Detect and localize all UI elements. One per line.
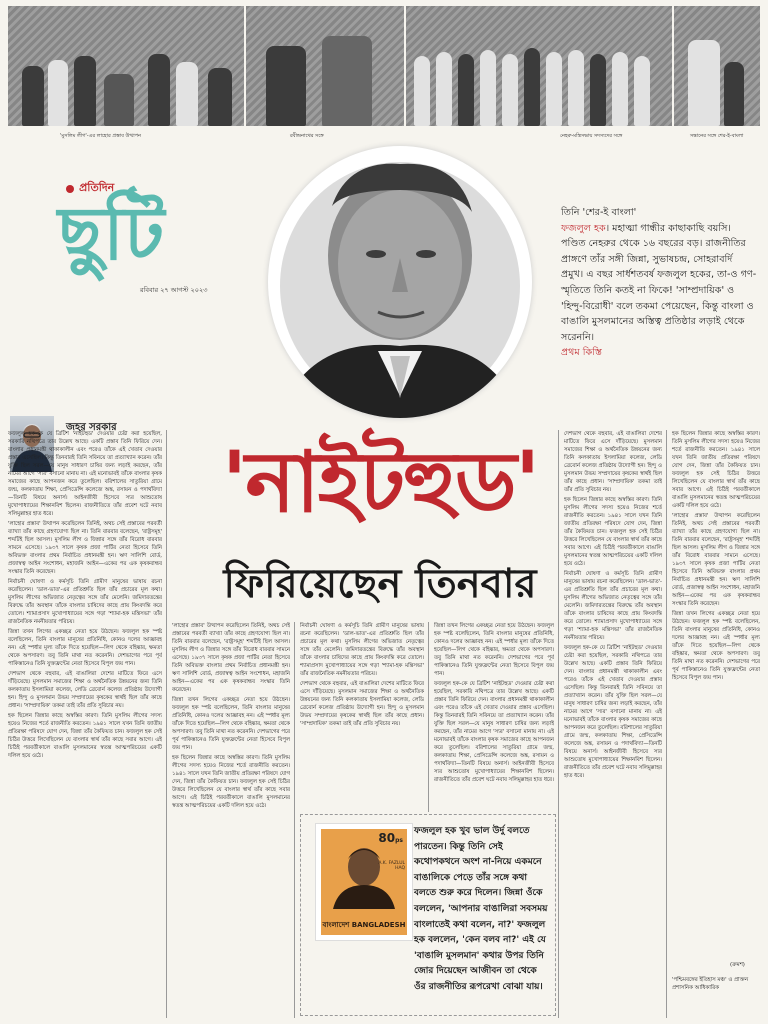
headline-sub: ফিরিয়েছেন তিনবার bbox=[223, 561, 537, 607]
column-divider bbox=[294, 622, 295, 1018]
column-6-text: হক ছিলেন জিন্নার কাছে অস্বস্তির কারণ। তিনি মুসলিম লীগের সদস্য হয়েও নিজের শর্তে রাজনীতি করতেন। ১৯৪১ সালে যখন তিনি জাতীয় প্রতিরক্ষা পরিষদে যোগ দেন, জিন্না তাঁর কৈফিয়ত চান। ফজলুল হক সেই চিঠির উত্তরে লিখেছিলেন যে বাংলার স্বার্থ তাঁর কাছে সবার আগে। এই চিঠিই পরবর্তীকালে বাঙালি মুসলমানের স্বতন্ত্র আত্মপরিচয়ের একটি দলিল হয়ে ওঠে। bbox=[672, 431, 760, 509]
photo-with-son bbox=[674, 6, 760, 126]
article-column-5 bbox=[564, 430, 662, 1018]
column-1-text-cont3: জিন্না তখন লিগের একচ্ছত্র নেতা হয়ে উঠছেন। ফজলুল হক স্পষ্ট বলেছিলেন, তিনি বাংলার মানুষের প্রতিনিধি, কোনও দলের আজ্ঞাবহ নন। এই স্পর্ধার মূল্য তাঁকে দিতে হয়েছিল—লিগ থেকে বহিষ্কার, ক্ষমতা থেকে অপসারণ। তবু তিনি মাথা নত করেননি। দেশভাগের পরে পূর্ব পাকিস্তানেও তিনি যুক্তফ্রন্টের নেতা হিসেবে বিপুল জয় পান। bbox=[8, 629, 162, 667]
column-divider bbox=[558, 430, 559, 1018]
article-column-2 bbox=[172, 622, 290, 1018]
column-divider bbox=[666, 430, 667, 1018]
stamp-country: বাংলাদেশ BANGLADESH bbox=[322, 921, 406, 929]
column-5-text-cont3: ফজলুল হক-কে যে ব্রিটিশ 'নাইটহুড' দেওয়ার চেষ্টা করা হয়েছিল, সরকারি নথিপত্রে তার উল্লেখ আছে। একটি প্রস্তাব তিনি ফিরিয়ে দেন। বাংলার প্রধানমন্ত্রী থাকাকালীন এবং পরেও তাঁকে এই খেতাব দেওয়ার প্রস্তাব এসেছিল। কিন্তু তিনবারই তিনি সবিনয়ে তা প্রত্যাখ্যান করেন। তাঁর যুক্তি ছিল সরল—যে মানুষ সাধারণ চাষির জন্য লড়াই করছেন, তাঁর নামের আগে 'স্যর' বসানো মানায় না। এই মনোভাবই তাঁকে বাংলার কৃষক সমাজের কাছে আপনজন করে তুলেছিল। বরিশালের সাতুরিয়া গ্রামে জন্ম, কলকাতায় শিক্ষা, প্রেসিডেন্সি কলেজে অঙ্ক, রসায়ন ও পদার্থবিদ্যা—তিনটি বিষয়ে অনার্স। আইনজীবী হিসেবে স্যর আশুতোষ মুখোপাধ্যায়ের শিক্ষানবিশ ছিলেন। রাজনীতিতে তাঁর প্রবেশ ঘটে নবাব সলিমুল্লাহর হাত ধরে। bbox=[564, 645, 662, 779]
photo-with-rabindranath bbox=[246, 6, 404, 126]
stamp-value-number: 80 bbox=[378, 831, 396, 845]
column-2-text-cont2: হক ছিলেন জিন্নার কাছে অস্বস্তির কারণ। তিনি মুসলিম লীগের সদস্য হয়েও নিজের শর্তে রাজনীতি করতেন। ১৯৪১ সালে যখন তিনি জাতীয় প্রতিরক্ষা পরিষদে যোগ দেন, জিন্না তাঁর কৈফিয়ত চান। ফজলুল হক সেই চিঠির উত্তরে লিখেছিলেন যে বাংলার স্বার্থ তাঁর কাছে সবার আগে। এই চিঠিই পরবর্তীকালে বাঙালি মুসলমানের স্বতন্ত্র আত্মপরিচয়ের একটি দলিল হয়ে ওঠে। bbox=[172, 755, 290, 809]
brand-name: প্রতিদিন bbox=[79, 181, 115, 194]
column-1-text: ফজলুল হক-কে যে ব্রিটিশ 'নাইটহুড' দেওয়ার চেষ্টা করা হয়েছিল, সরকারি নথিপত্রে তার উল্লেখ আছে। একটি প্রস্তাব তিনি ফিরিয়ে দেন। বাংলার প্রধানমন্ত্রী থাকাকালীন এবং পরেও তাঁকে এই খেতাব দেওয়ার প্রস্তাব এসেছিল। কিন্তু তিনবারই তিনি সবিনয়ে তা প্রত্যাখ্যান করেন। তাঁর যুক্তি ছিল সরল—যে মানুষ সাধারণ চাষির জন্য লড়াই করছেন, তাঁর নামের আগে 'স্যর' বসানো মানায় না। এই মনোভাবই তাঁকে বাংলার কৃষক সমাজের কাছে আপনজন করে তুলেছিল। বরিশালের সাতুরিয়া গ্রামে জন্ম, কলকাতায় শিক্ষা, প্রেসিডেন্সি কলেজে অঙ্ক, রসায়ন ও পদার্থবিদ্যা—তিনটি বিষয়ে অনার্স। আইনজীবী হিসেবে স্যর আশুতোষ মুখোপাধ্যায়ের শিক্ষানবিশ ছিলেন। রাজনীতিতে তাঁর প্রবেশ ঘটে নবাব সলিমুল্লাহর হাত ধরে। bbox=[8, 431, 162, 517]
caption-lahore: 'মুসলিম লীগ'-এর লাহোর প্রস্তাব উত্থাপন bbox=[60, 133, 142, 139]
author-name: জহর সরকার bbox=[66, 422, 117, 433]
portrait-fazlul-haq bbox=[268, 146, 532, 418]
section-title: ছুটি bbox=[58, 191, 165, 277]
caption-son: সন্তানের সঙ্গে শের-ই-বাংলা bbox=[690, 133, 744, 139]
column-3-text-cont: দেশভাগ থেকে বহুবার, এই বাঙালিরা দেশের মাটিতে ফিরে এসে দাঁড়িয়েছে। মুসলমান সমাজের শিক্ষা ও অর্থনৈতিক উন্নয়নের জন্য তিনি কলকাতায় ইসলামিয়া কলেজ, লেডি ব্রেবোর্ন কলেজ প্রতিষ্ঠায় উদ্যোগী হন। হিন্দু ও মুসলমান উভয় সম্প্রদায়ের কৃষকের স্বার্থই ছিল তাঁর কাছে প্রধান। 'সাম্প্রদায়িক' তকমা তাই তাঁর প্রতি সুবিচার নয়। bbox=[300, 681, 424, 727]
continued-note: (ক্রমশ) bbox=[730, 962, 745, 968]
column-divider bbox=[428, 622, 429, 812]
postage-stamp bbox=[316, 824, 412, 940]
column-6-text-cont2: জিন্না তখন লিগের একচ্ছত্র নেতা হয়ে উঠছেন। ফজলুল হক স্পষ্ট বলেছিলেন, তিনি বাংলার মানুষের প্রতিনিধি, কোনও দলের আজ্ঞাবহ নন। এই স্পর্ধার মূল্য তাঁকে দিতে হয়েছিল—লিগ থেকে বহিষ্কার, ক্ষমতা থেকে অপসারণ। তবু তিনি মাথা নত করেননি। দেশভাগের পরে পূর্ব পাকিস্তানেও তিনি যুক্তফ্রন্টের নেতা হিসেবে বিপুল জয় পান। bbox=[672, 611, 760, 681]
column-2-text-cont: জিন্না তখন লিগের একচ্ছত্র নেতা হয়ে উঠছেন। ফজলুল হক স্পষ্ট বলেছিলেন, তিনি বাংলার মানুষের প্রতিনিধি, কোনও দলের আজ্ঞাবহ নন। এই স্পর্ধার মূল্য তাঁকে দিতে হয়েছিল—লিগ থেকে বহিষ্কার, ক্ষমতা থেকে অপসারণ। তবু তিনি মাথা নত করেননি। দেশভাগের পরে পূর্ব পাকিস্তানেও তিনি যুক্তফ্রন্টের নেতা হিসেবে বিপুল জয় পান। bbox=[172, 697, 290, 751]
column-1-text-cont: 'লাহোর প্রস্তাব' উত্থাপন করেছিলেন তিনিই, অথচ সেই প্রস্তাবের পরবর্তী ব্যাখ্যা তাঁর কাছে গ্রহণযোগ্য ছিল না। তিনি বারবার বলেছেন, 'রাষ্ট্রসমূহ' শব্দটিই ছিল আসল। মুসলিম লীগ ও জিন্নার সঙ্গে তাঁর বিরোধ বারবার সামনে এসেছে। ১৯৩৭ সালে কৃষক প্রজা পার্টির নেতা হিসেবে তিনি অবিভক্ত বাংলার প্রথম নির্বাচিত প্রধানমন্ত্রী হন। ঋণ সালিশি বোর্ড, প্রজাস্বত্ব আইন সংশোধন, মহাজনি আইন—একের পর এক কৃষকবান্ধব সংস্কার তিনি করেছেন। bbox=[8, 521, 162, 575]
column-3-text: নির্বাচনী ঘোষণা ও কর্মসূচি তিনি গ্রামীণ মানুষের ভাষায় রচনা করেছিলেন। 'ডাল-ভাত'-এর প্রতিশ্রুতি ছিল তাঁর প্রচারের মূল কথা। মুসলিম লীগের অভিজাত নেতৃত্বের সঙ্গে তাঁর মেলেনি। জমিদারতন্ত্রের বিরুদ্ধে তাঁর অবস্থান তাঁকে বাংলার চাষিদের কাছে প্রায় কিংবদন্তি করে তোলে। শ্যামাপ্রসাদ মুখোপাধ্যায়ের সঙ্গে গড়া 'শ্যামা-হক মন্ত্রিসভা' তাঁর রাজনৈতিক নমনীয়তার পরিচয়। bbox=[300, 623, 424, 677]
column-6-text-cont: 'লাহোর প্রস্তাব' উত্থাপন করেছিলেন তিনিই, অথচ সেই প্রস্তাবের পরবর্তী ব্যাখ্যা তাঁর কাছে গ্রহণযোগ্য ছিল না। তিনি বারবার বলেছেন, 'রাষ্ট্রসমূহ' শব্দটিই ছিল আসল। মুসলিম লীগ ও জিন্নার সঙ্গে তাঁর বিরোধ বারবার সামনে এসেছে। ১৯৩৭ সালে কৃষক প্রজা পার্টির নেতা হিসেবে তিনি অবিভক্ত বাংলার প্রথম নির্বাচিত প্রধানমন্ত্রী হন। ঋণ সালিশি বোর্ড, প্রজাস্বত্ব আইন সংশোধন, মহাজনি আইন—একের পর এক কৃষকবান্ধব সংস্কার তিনি করেছেন। bbox=[672, 513, 760, 607]
column-divider bbox=[166, 430, 167, 1018]
column-4-text-cont: ফজলুল হক-কে যে ব্রিটিশ 'নাইটহুড' দেওয়ার চেষ্টা করা হয়েছিল, সরকারি নথিপত্রে তার উল্লেখ আছে। একটি প্রস্তাব তিনি ফিরিয়ে দেন। বাংলার প্রধানমন্ত্রী থাকাকালীন এবং পরেও তাঁকে এই খেতাব দেওয়ার প্রস্তাব এসেছিল। কিন্তু তিনবারই তিনি সবিনয়ে তা প্রত্যাখ্যান করেন। তাঁর যুক্তি ছিল সরল—যে মানুষ সাধারণ চাষির জন্য লড়াই করছেন, তাঁর নামের আগে 'স্যর' বসানো মানায় না। এই মনোভাবই তাঁকে বাংলার কৃষক সমাজের কাছে আপনজন করে তুলেছিল। বরিশালের সাতুরিয়া গ্রামে জন্ম, কলকাতায় শিক্ষা, প্রেসিডেন্সি কলেজে অঙ্ক, রসায়ন ও পদার্থবিদ্যা—তিনটি বিষয়ে অনার্স। আইনজীবী হিসেবে স্যর আশুতোষ মুখোপাধ্যায়ের শিক্ষানবিশ ছিলেন। রাজনীতিতে তাঁর প্রবেশ ঘটে নবাব সলিমুল্লাহর হাত ধরে। bbox=[434, 681, 554, 783]
headline-main: 'নাইটহুড' bbox=[221, 432, 539, 531]
stamp-value bbox=[378, 831, 403, 845]
intro-body: । মহাত্মা গান্ধীর কাছাকাছি বয়সি। পণ্ডিত নেহরুর থেকে ১৬ বছরের বড়। রাজনীতির প্রাঙ্গণে তাঁর সঙ্গী জিন্না, সুভাষচন্দ্র, সোহরাবর্দি প্রমুখ। এ বছর সার্ধশতবর্ষ ফজলুল হকের, তা-ও গণ-স্মৃতিতে তিনি কতই না ফিকে! 'সাম্প্রদায়িক' ও 'হিন্দু-বিরোধী' বলে তকমা পেয়েছেন, কিন্তু বাংলা ও বাঙালি মুসলমানের অস্তিত্ব প্রতিষ্ঠার লড়াই থেকে সরেননি। bbox=[561, 222, 757, 343]
caption-rabindranath: রবীন্দ্রনাথের সঙ্গে bbox=[290, 133, 324, 139]
stamp-name: A.K. FAZLUL HAQ bbox=[378, 861, 405, 871]
caption-cabinet: নেহরু-মন্ত্রিসভায় সদস্যদের সঙ্গে bbox=[560, 133, 623, 139]
column-4-text: জিন্না তখন লিগের একচ্ছত্র নেতা হয়ে উঠছেন। ফজলুল হক স্পষ্ট বলেছিলেন, তিনি বাংলার মানুষের প্রতিনিধি, কোনও দলের আজ্ঞাবহ নন। এই স্পর্ধার মূল্য তাঁকে দিতে হয়েছিল—লিগ থেকে বহিষ্কার, ক্ষমতা থেকে অপসারণ। তবু তিনি মাথা নত করেননি। দেশভাগের পরে পূর্ব পাকিস্তানেও তিনি যুক্তফ্রন্টের নেতা হিসেবে বিপুল জয় পান। bbox=[434, 623, 554, 677]
article-column-1 bbox=[8, 430, 162, 1018]
column-1-text-cont4: দেশভাগ থেকে বহুবার, এই বাঙালিরা দেশের মাটিতে ফিরে এসে দাঁড়িয়েছে। মুসলমান সমাজের শিক্ষা ও অর্থনৈতিক উন্নয়নের জন্য তিনি কলকাতায় ইসলামিয়া কলেজ, লেডি ব্রেবোর্ন কলেজ প্রতিষ্ঠায় উদ্যোগী হন। হিন্দু ও মুসলমান উভয় সম্প্রদায়ের কৃষকের স্বার্থই ছিল তাঁর কাছে প্রধান। 'সাম্প্রদায়িক' তকমা তাই তাঁর প্রতি সুবিচার নয়। bbox=[8, 671, 162, 709]
article-column-3 bbox=[300, 622, 424, 812]
pull-quote: ফজলুল হক খুব ভাল উর্দু বলতে পারতেন। কিন্তু তিনি সেই কথোপকথনে অংশ না-নিয়ে একমনে বাঙালিকে পেড়ে তাঁর সঙ্গে কথা বলতে শুরু করে দিলেন। জিন্না ওঁকে বললেন, 'আপনার বাঙালিরা সবসময় বাংলাতেই কথা বলেন, না?' ফজলুল হক বললেন, 'কেন বলব না?' এই যে 'বাঙালি মুসলমান' কথার উপর তিনি জোর দিয়েছেন আজীবন তা থেকে ওঁর রাজনীতির রূপরেখা বোঝা যায়। bbox=[414, 826, 548, 992]
photo-nehru-cabinet bbox=[406, 6, 672, 126]
photo-lahore-resolution bbox=[8, 6, 244, 126]
column-5-text-cont: হক ছিলেন জিন্নার কাছে অস্বস্তির কারণ। তিনি মুসলিম লীগের সদস্য হয়েও নিজের শর্তে রাজনীতি করতেন। ১৯৪১ সালে যখন তিনি জাতীয় প্রতিরক্ষা পরিষদে যোগ দেন, জিন্না তাঁর কৈফিয়ত চান। ফজলুল হক সেই চিঠির উত্তরে লিখেছিলেন যে বাংলার স্বার্থ তাঁর কাছে সবার আগে। এই চিঠিই পরবর্তীকালে বাঙালি মুসলমানের স্বতন্ত্র আত্মপরিচয়ের একটি দলিল হয়ে ওঠে। bbox=[564, 497, 662, 567]
column-5-text-cont2: নির্বাচনী ঘোষণা ও কর্মসূচি তিনি গ্রামীণ মানুষের ভাষায় রচনা করেছিলেন। 'ডাল-ভাত'-এর প্রতিশ্রুতি ছিল তাঁর প্রচারের মূল কথা। মুসলিম লীগের অভিজাত নেতৃত্বের সঙ্গে তাঁর মেলেনি। জমিদারতন্ত্রের বিরুদ্ধে তাঁর অবস্থান তাঁকে বাংলার চাষিদের কাছে প্রায় কিংবদন্তি করে তোলে। শ্যামাপ্রসাদ মুখোপাধ্যায়ের সঙ্গে গড়া 'শ্যামা-হক মন্ত্রিসভা' তাঁর রাজনৈতিক নমনীয়তার পরিচয়। bbox=[564, 571, 662, 641]
stamp-currency: ps bbox=[395, 837, 403, 844]
intro-text bbox=[561, 205, 757, 361]
article-column-4 bbox=[434, 622, 554, 812]
intro-name: ফজলুল হক bbox=[561, 222, 606, 234]
intro-line1: তিনি 'শের-ই বাংলা' bbox=[561, 207, 637, 218]
column-2-text: 'লাহোর প্রস্তাব' উত্থাপন করেছিলেন তিনিই, অথচ সেই প্রস্তাবের পরবর্তী ব্যাখ্যা তাঁর কাছে গ্রহণযোগ্য ছিল না। তিনি বারবার বলেছেন, 'রাষ্ট্রসমূহ' শব্দটিই ছিল আসল। মুসলিম লীগ ও জিন্নার সঙ্গে তাঁর বিরোধ বারবার সামনে এসেছে। ১৯৩৭ সালে কৃষক প্রজা পার্টির নেতা হিসেবে তিনি অবিভক্ত বাংলার প্রথম নির্বাচিত প্রধানমন্ত্রী হন। ঋণ সালিশি বোর্ড, প্রজাস্বত্ব আইন সংশোধন, মহাজনি আইন—একের পর এক কৃষকবান্ধব সংস্কার তিনি করেছেন। bbox=[172, 623, 290, 693]
column-5-text: দেশভাগ থেকে বহুবার, এই বাঙালিরা দেশের মাটিতে ফিরে এসে দাঁড়িয়েছে। মুসলমান সমাজের শিক্ষা ও অর্থনৈতিক উন্নয়নের জন্য তিনি কলকাতায় ইসলামিয়া কলেজ, লেডি ব্রেবোর্ন কলেজ প্রতিষ্ঠায় উদ্যোগী হন। হিন্দু ও মুসলমান উভয় সম্প্রদায়ের কৃষকের স্বার্থই ছিল তাঁর কাছে প্রধান। 'সাম্প্রদায়িক' তকমা তাই তাঁর প্রতি সুবিচার নয়। bbox=[564, 431, 662, 493]
column-1-text-cont2: নির্বাচনী ঘোষণা ও কর্মসূচি তিনি গ্রামীণ মানুষের ভাষায় রচনা করেছিলেন। 'ডাল-ভাত'-এর প্রতিশ্রুতি ছিল তাঁর প্রচারের মূল কথা। মুসলিম লীগের অভিজাত নেতৃত্বের সঙ্গে তাঁর মেলেনি। জমিদারতন্ত্রের বিরুদ্ধে তাঁর অবস্থান তাঁকে বাংলার চাষিদের কাছে প্রায় কিংবদন্তি করে তোলে। শ্যামাপ্রসাদ মুখোপাধ্যায়ের সঙ্গে গড়া 'শ্যামা-হক মন্ত্রিসভা' তাঁর রাজনৈতিক নমনীয়তার পরিচয়। bbox=[8, 579, 162, 625]
column-1-text-cont5: হক ছিলেন জিন্নার কাছে অস্বস্তির কারণ। তিনি মুসলিম লীগের সদস্য হয়েও নিজের শর্তে রাজনীতি করতেন। ১৯৪১ সালে যখন তিনি জাতীয় প্রতিরক্ষা পরিষদে যোগ দেন, জিন্না তাঁর কৈফিয়ত চান। ফজলুল হক সেই চিঠির উত্তরে লিখেছিলেন যে বাংলার স্বার্থ তাঁর কাছে সবার আগে। এই চিঠিই পরবর্তীকালে বাঙালি মুসলমানের স্বতন্ত্র আত্মপরিচয়ের একটি দলিল হয়ে ওঠে। bbox=[8, 713, 162, 759]
issue-date: রবিবার ২৭ আগস্ট ২০২৩ bbox=[140, 286, 208, 294]
article-column-6 bbox=[672, 430, 760, 960]
author-note: 'পশ্চিমবঙ্গের ইতিহাস মঞ্চ' ও প্রাক্তন প্রশাসনিক আধিকারিক bbox=[672, 977, 749, 991]
intro-installment: প্রথম কিস্তি bbox=[561, 347, 602, 359]
